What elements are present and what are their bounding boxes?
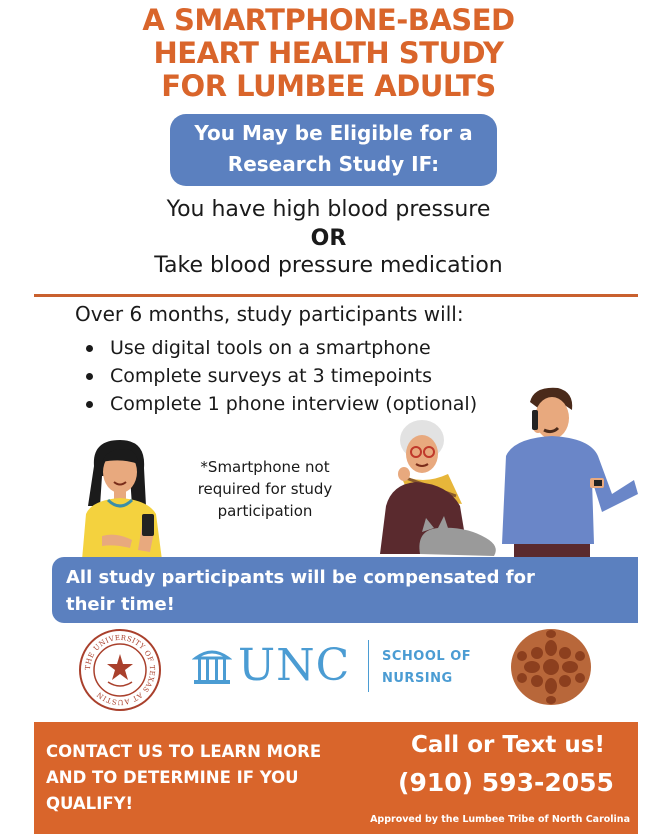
section-divider xyxy=(34,294,638,297)
unc-school-line-1: SCHOOL OF xyxy=(382,649,472,664)
compensation-line-1: All study participants will be compensated for xyxy=(66,567,535,588)
participation-list xyxy=(86,334,477,418)
contact-message xyxy=(46,739,376,817)
bullet-text: Use digital tools on a smartphone xyxy=(110,337,431,359)
criterion-medication: Take blood pressure medication xyxy=(154,253,503,278)
criterion-high-bp: You have high blood pressure xyxy=(166,197,491,222)
bullet-icon xyxy=(86,345,93,352)
list-item xyxy=(86,334,477,362)
title-line-1: A SMARTPHONE-BASED xyxy=(142,3,515,37)
note-line: *Smartphone not xyxy=(200,458,330,476)
contact-line-1: CONTACT US TO LEARN MORE xyxy=(46,742,322,761)
eligibility-line-2: Research Study IF: xyxy=(227,152,440,176)
unc-separator xyxy=(368,640,369,692)
note-line: required for study xyxy=(197,480,333,498)
bullet-icon xyxy=(86,373,93,380)
contact-line-3: QUALIFY! xyxy=(46,794,134,813)
unc-school-of-nursing xyxy=(382,646,471,690)
phone-number[interactable]: (910) 593-2055 xyxy=(398,768,614,797)
unc-school-line-2: NURSING xyxy=(382,671,453,686)
call-or-text-label: Call or Text us! xyxy=(411,732,605,758)
smartphone-note xyxy=(180,456,350,522)
participation-intro: Over 6 months, study participants will: xyxy=(75,302,464,326)
title-line-3: FOR LUMBEE ADULTS xyxy=(161,69,496,103)
pinecone-logo xyxy=(508,626,594,708)
bullet-text: Complete surveys at 3 timepoints xyxy=(110,365,433,387)
unc-wordmark: UNC xyxy=(238,640,351,691)
ut-seal-text: THE UNIVERSITY OF TEXAS AT AUSTIN xyxy=(83,633,157,707)
ut-austin-seal-logo xyxy=(76,628,164,712)
title-line-2: HEART HEALTH STUDY xyxy=(153,36,504,70)
woman-with-phone-illustration xyxy=(72,436,172,560)
tribe-approval-note: Approved by the Lumbee Tribe of North Carolina xyxy=(370,814,630,825)
man-on-phone-illustration xyxy=(494,384,642,560)
elder-woman-illustration xyxy=(376,414,502,560)
note-line: participation xyxy=(217,502,313,520)
bullet-icon xyxy=(86,401,93,408)
eligibility-line-1: You May be Eligible for a xyxy=(194,121,473,145)
compensation-line-2: their time! xyxy=(66,594,175,615)
compensation-text xyxy=(66,564,626,618)
eligibility-banner xyxy=(170,114,497,186)
flyer-title xyxy=(0,4,657,103)
list-item xyxy=(86,362,477,390)
criterion-or: OR xyxy=(310,226,347,251)
unc-well-icon xyxy=(192,644,232,686)
bullet-text: Complete 1 phone interview (optional) xyxy=(110,393,478,415)
contact-line-2: AND TO DETERMINE IF YOU xyxy=(46,768,299,787)
